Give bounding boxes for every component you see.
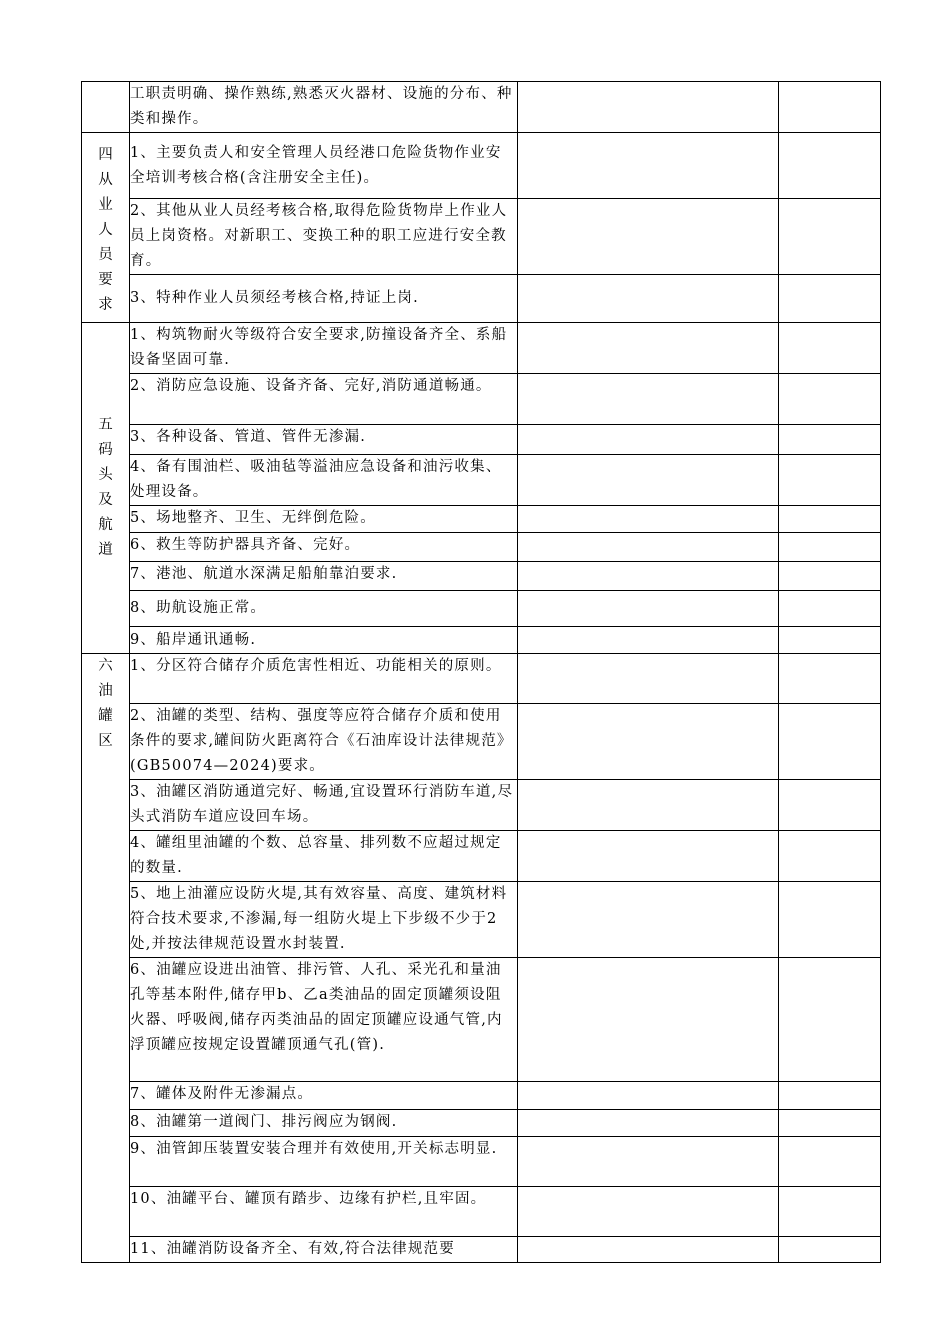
blank-cell [518, 275, 779, 323]
category-cell [82, 82, 130, 133]
blank-cell [518, 780, 779, 831]
item-cell: 11、油罐消防设备齐全、有效,符合法律规范要 [130, 1237, 518, 1263]
blank-cell [779, 958, 881, 1082]
blank-cell [518, 882, 779, 958]
category-label: 五码头及航道 [98, 417, 113, 558]
table-row [82, 591, 881, 627]
table-row [82, 958, 881, 1082]
item-cell: 5、地上油灌应设防火堤,其有效容量、高度、建筑材料符合技术要求,不渗漏,每一组防火堤上下步级不少于2处,并按法律规范设置水封装置. [130, 882, 518, 958]
item-cell: 7、港池、航道水深满足船舶靠泊要求. [130, 562, 518, 591]
blank-cell [518, 323, 779, 374]
blank-cell [518, 455, 779, 506]
blank-cell [518, 133, 779, 199]
item-cell: 1、主要负责人和安全管理人员经港口危险货物作业安全培训考核合格(含注册安全主任)。 [130, 133, 518, 199]
table-row [82, 654, 881, 704]
item-cell: 2、油罐的类型、结构、强度等应符合储存介质和使用条件的要求,罐间防火距离符合《石油库设计法律规范》(GB50074—2024)要求。 [130, 704, 518, 780]
category-label: 四从业人员要求 [98, 147, 113, 313]
blank-cell [518, 199, 779, 275]
item-cell: 1、构筑物耐火等级符合安全要求,防撞设备齐全、系船设备坚固可靠. [130, 323, 518, 374]
blank-cell [518, 533, 779, 562]
table-row [82, 627, 881, 654]
table-row [82, 1110, 881, 1137]
item-cell: 工职责明确、操作熟练,熟悉灭火器材、设施的分布、种类和操作。 [130, 82, 518, 133]
category-cell [82, 323, 130, 654]
item-cell: 2、消防应急设施、设备齐备、完好,消防通道畅通。 [130, 374, 518, 425]
item-cell: 10、油罐平台、罐顶有踏步、边缘有护栏,且牢固。 [130, 1187, 518, 1237]
blank-cell [779, 780, 881, 831]
blank-cell [779, 275, 881, 323]
table-row [82, 780, 881, 831]
blank-cell [779, 1110, 881, 1137]
blank-cell [779, 704, 881, 780]
table-row [82, 506, 881, 533]
table-row [82, 1237, 881, 1263]
table-row [82, 82, 881, 133]
blank-cell [518, 627, 779, 654]
table-row [82, 199, 881, 275]
item-cell: 4、罐组里油罐的个数、总容量、排列数不应超过规定的数量. [130, 831, 518, 882]
item-cell: 8、助航设施正常。 [130, 591, 518, 627]
blank-cell [779, 133, 881, 199]
blank-cell [779, 374, 881, 425]
table-row [82, 831, 881, 882]
table-row [82, 562, 881, 591]
item-cell: 2、其他从业人员经考核合格,取得危险货物岸上作业人员上岗资格。对新职工、变换工种的职工应进行安全教育。 [130, 199, 518, 275]
blank-cell [779, 882, 881, 958]
blank-cell [779, 455, 881, 506]
table-row [82, 425, 881, 455]
blank-cell [518, 704, 779, 780]
table-row [82, 704, 881, 780]
blank-cell [779, 1082, 881, 1110]
item-cell: 3、特种作业人员须经考核合格,持证上岗. [130, 275, 518, 323]
item-cell: 6、救生等防护器具齐备、完好。 [130, 533, 518, 562]
item-cell: 1、分区符合储存介质危害性相近、功能相关的原则。 [130, 654, 518, 704]
table-row [82, 275, 881, 323]
table-row [82, 455, 881, 506]
blank-cell [779, 82, 881, 133]
blank-cell [779, 1187, 881, 1237]
blank-cell [518, 591, 779, 627]
blank-cell [518, 82, 779, 133]
table-row [82, 323, 881, 374]
table-row [82, 882, 881, 958]
blank-cell [779, 506, 881, 533]
item-cell: 3、油罐区消防通道完好、畅通,宜设置环行消防车道,尽头式消防车道应设回车场。 [130, 780, 518, 831]
item-cell: 7、罐体及附件无渗漏点。 [130, 1082, 518, 1110]
blank-cell [779, 591, 881, 627]
item-cell: 4、备有围油栏、吸油毡等溢油应急设备和油污收集、处理设备。 [130, 455, 518, 506]
blank-cell [779, 1237, 881, 1263]
blank-cell [518, 506, 779, 533]
category-cell [82, 133, 130, 323]
blank-cell [779, 533, 881, 562]
item-cell: 5、场地整齐、卫生、无绊倒危险。 [130, 506, 518, 533]
blank-cell [518, 1237, 779, 1263]
blank-cell [779, 323, 881, 374]
blank-cell [779, 562, 881, 591]
table-row [82, 1082, 881, 1110]
blank-cell [779, 199, 881, 275]
blank-cell [518, 374, 779, 425]
blank-cell [518, 425, 779, 455]
blank-cell [779, 627, 881, 654]
table-row [82, 133, 881, 199]
item-cell: 8、油罐第一道阀门、排污阀应为钢阀. [130, 1110, 518, 1137]
safety-checklist-table [81, 81, 881, 1263]
item-cell: 9、油管卸压装置安装合理并有效使用,开关标志明显. [130, 1137, 518, 1187]
blank-cell [779, 425, 881, 455]
item-cell: 3、各种设备、管道、管件无渗漏. [130, 425, 518, 455]
table-row [82, 374, 881, 425]
item-cell: 9、船岸通讯通畅. [130, 627, 518, 654]
blank-cell [518, 562, 779, 591]
blank-cell [779, 654, 881, 704]
table-row [82, 1187, 881, 1237]
category-cell [82, 654, 130, 1263]
blank-cell [779, 1137, 881, 1187]
blank-cell [518, 958, 779, 1082]
blank-cell [518, 654, 779, 704]
blank-cell [518, 1137, 779, 1187]
blank-cell [518, 1110, 779, 1137]
blank-cell [779, 831, 881, 882]
blank-cell [518, 1082, 779, 1110]
category-label: 六油罐区 [98, 658, 113, 749]
blank-cell [518, 1187, 779, 1237]
blank-cell [518, 831, 779, 882]
table-row [82, 533, 881, 562]
item-cell: 6、油罐应设进出油管、排污管、人孔、采光孔和量油孔等基本附件,储存甲b、乙a类油品的固定顶罐须设阻火器、呼吸阀,储存丙类油品的固定顶罐应设通气管,内浮顶罐应按规定设置罐顶通气孔(管). [130, 958, 518, 1082]
table-row [82, 1137, 881, 1187]
